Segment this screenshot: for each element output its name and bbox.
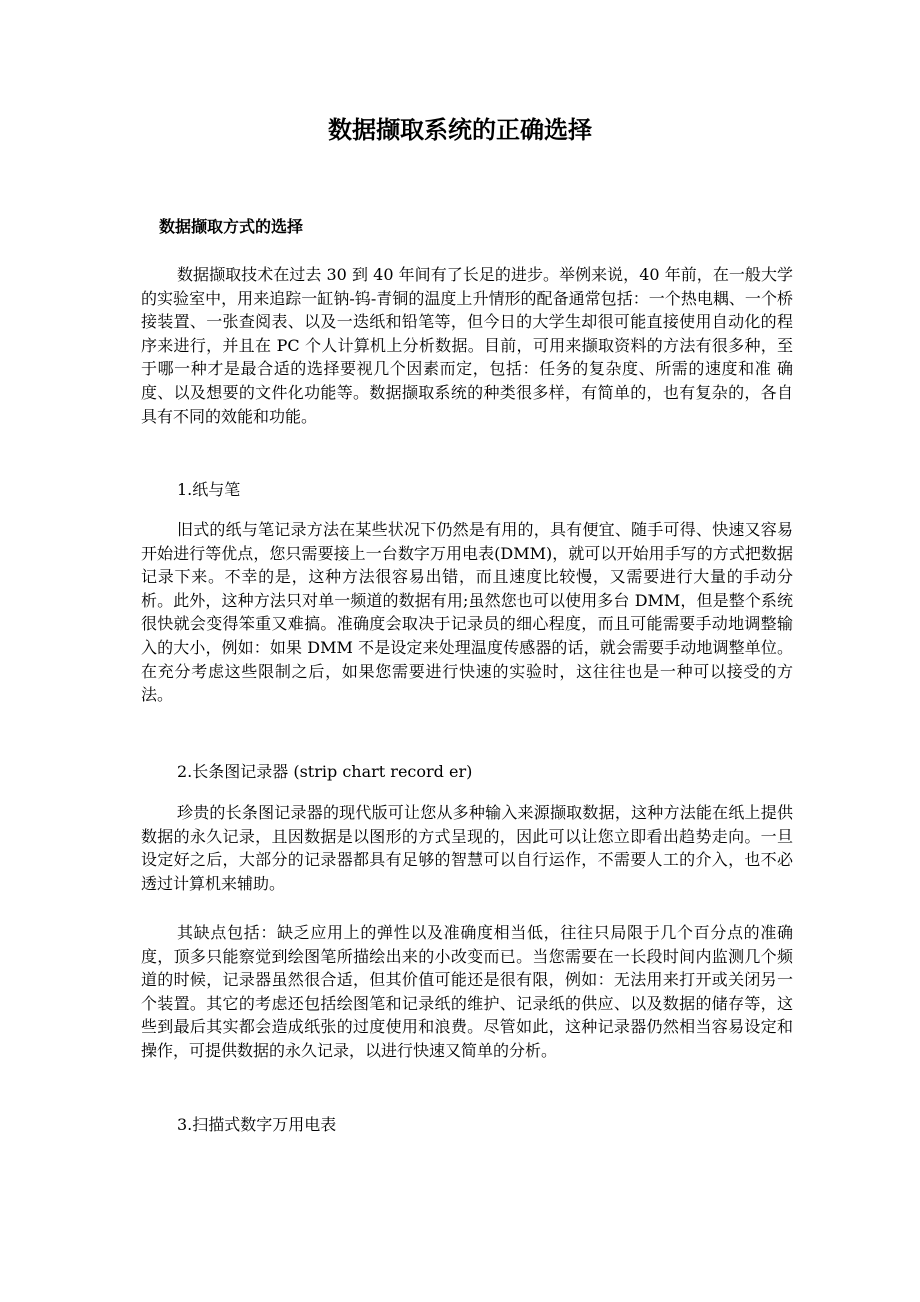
- intro-paragraph: 数据撷取技术在过去 30 到 40 年间有了长足的进步。举例来说，40 年前，在一般大学的实验室中，用来追踪一缸钠-钨-青铜的温度上升情形的配备通常包括：一个热电耦、一个桥接装置、一张查阅表、以及一迭纸和铅笔等，但今日的大学生却很可能直接使用自动化的程序来进行，并且在 PC 个人计算机上分析数据。目前，可用来撷取资料的方法有很多种，至于哪一种才是最合适的选择要视几个因素而定，包括：任务的复杂度、所需的速度和准 确度、以及想要的文件化功能等。数据撷取系统的种类很多样，有简单的，也有复杂的，各自具有不同的效能和功能。: [141, 265, 793, 426]
- strip-chart-drawbacks-paragraph: 其缺点包括：缺乏应用上的弹性以及准确度相当低，往往只局限于几个百分点的准确度，顶多只能察觉到绘图笔所描绘出来的小改变而已。当您需要在一长段时间内监测几个频道的时候，记录器虽然很合适，但其价值可能还是很有限，例如：无法用来打开或关闭另一个装置。其它的考虑还包括绘图笔和记录纸的维护、记录纸的供应、以及数据的储存等，这些到最后其实都会造成纸张的过度使用和浪费。尽管如此，这种记录器仍然相当容易设定和操作，可提供数据的永久记录，以进行快速又简单的分析。: [141, 923, 793, 1060]
- paper-and-pen-paragraph: 旧式的纸与笔记录方法在某些状况下仍然是有用的，具有便宜、随手可得、快速又容易开始进行等优点，您只需要接上一台数字万用电表(DMM)，就可以开始用手写的方式把数据记录下来。不幸的是，这种方法很容易出错，而且速度比较慢，又需要进行大量的手动分析。此外，这种方法只对单一频道的数据有用;虽然您也可以使用多台 DMM，但是整个系统很快就会变得笨重又难搞。准确度会取决于记录员的细心程度，而且可能需要手动地调整输入的大小，例如：如果 DMM 不是设定来处理温度传感器的话，就会需要手动地调整单位。在充分考虑这些限制之后，如果您需要进行快速的实验时，这往往也是一种可以接受的方法。: [141, 520, 793, 705]
- item-heading-paper-and-pen: 1.纸与笔: [177, 480, 241, 499]
- section-heading: 数据撷取方式的选择: [159, 217, 304, 236]
- item-heading-strip-chart-recorder: 2.长条图记录器 (strip chart record er): [177, 762, 473, 781]
- item-heading-scanning-dmm: 3.扫描式数字万用电表: [177, 1115, 337, 1134]
- strip-chart-paragraph: 珍贵的长条图记录器的现代版可让您从多种输入来源撷取数据，这种方法能在纸上提供数据的永久记录，且因数据是以图形的方式呈现的，因此可以让您立即看出趋势走向。一旦设定好之后，大部分的记录器都具有足够的智慧可以自行运作，不需要人工的介入，也不必透过计算机来辅助。: [141, 803, 793, 893]
- page-title: 数据撷取系统的正确选择: [328, 115, 592, 144]
